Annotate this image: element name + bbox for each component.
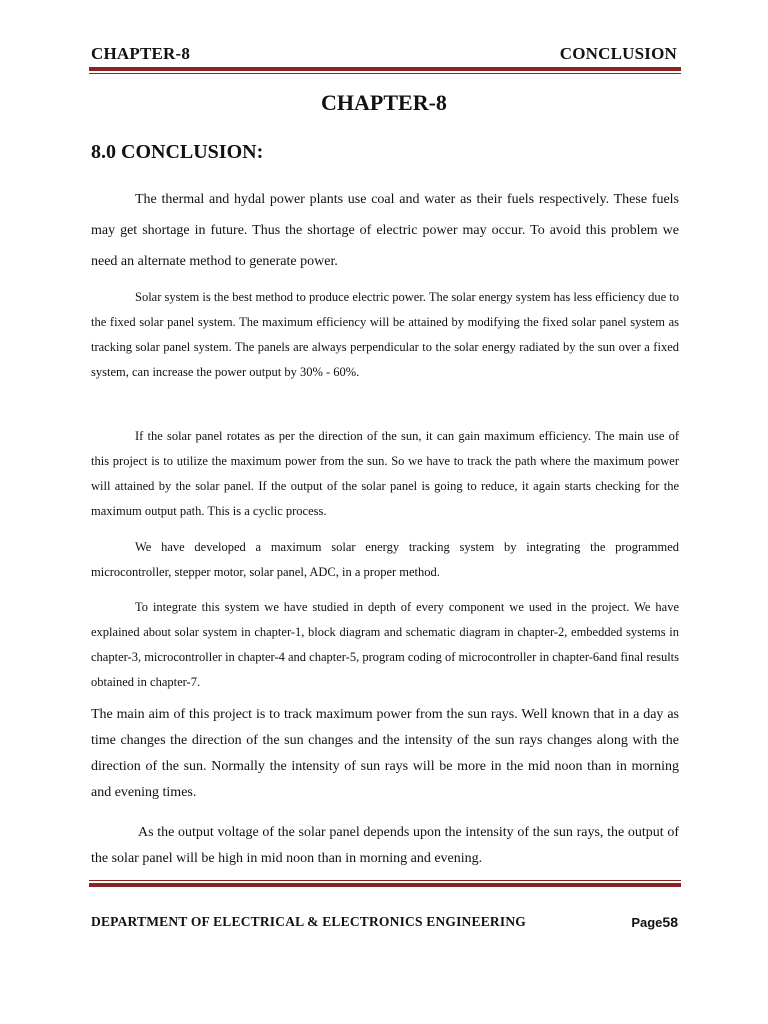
header-section-label: CONCLUSION (559, 44, 677, 63)
paragraph: As the output voltage of the solar panel depends upon the intensity of the sun rays, the output of the solar panel will be high in mid noon than in morning and evening. (91, 825, 679, 866)
page-number: 58 (662, 914, 678, 930)
page-label: Page (631, 915, 663, 930)
paragraph: The thermal and hydal power plants use coal and water as their fuels respectively. These fuels may get shortage in future. Thus the shortage of electric power may occur. To avoid this problem we need an alternate method to generate power. (91, 192, 679, 269)
footer-department: DEPARTMENT OF ELECTRICAL & ELECTRONICS ENGINEERING (91, 914, 526, 929)
header-rule-thick (89, 67, 681, 71)
footer-rule-thick (89, 883, 681, 887)
header-rule-thin (89, 73, 681, 74)
paragraph: If the solar panel rotates as per the direction of the sun, it can gain maximum efficiency. The main use of this project is to utilize the maximum power from the sun. So we have to track the path where the maximum power will attained by the solar panel. If the output of the solar panel is going to reduce, it again starts checking for the maximum output path. This is a cyclic process. (91, 429, 679, 518)
running-header (91, 44, 677, 64)
paragraph: Solar system is the best method to produce electric power. The solar energy system has less efficiency due to the fixed solar panel system. The maximum efficiency will be attained by modifying the fixed solar panel system as tracking solar panel system. The panels are always perpendicular to the solar energy radiated by the sun over a fixed system, can increase the power output by 30% - 60%. (91, 290, 679, 379)
chapter-title: CHAPTER-8 (321, 90, 447, 115)
section-title: 8.0 CONCLUSION: (91, 141, 264, 163)
paragraph: We have developed a maximum solar energy tracking system by integrating the programmed microcontroller, stepper motor, solar panel, ADC, in a proper method. (91, 540, 679, 579)
footer-rule-thin (89, 880, 681, 881)
paragraph: The main aim of this project is to track maximum power from the sun rays. Well known that in a day as time changes the direction of the sun changes and the intensity of the sun rays changes along with the direction of the sun. Normally the intensity of sun rays will be more in the mid noon than in morning and evening times. (91, 707, 679, 800)
header-chapter-label: CHAPTER-8 (91, 44, 191, 63)
footer-page-number (631, 914, 678, 930)
paragraph: To integrate this system we have studied in depth of every component we used in the project. We have explained about solar system in chapter-1, block diagram and schematic diagram in chapter-2, embedded systems in chapter-3, microcontroller in chapter-4 and chapter-5, program coding of microcontroller in chapter-6and final results obtained in chapter-7. (91, 600, 680, 689)
